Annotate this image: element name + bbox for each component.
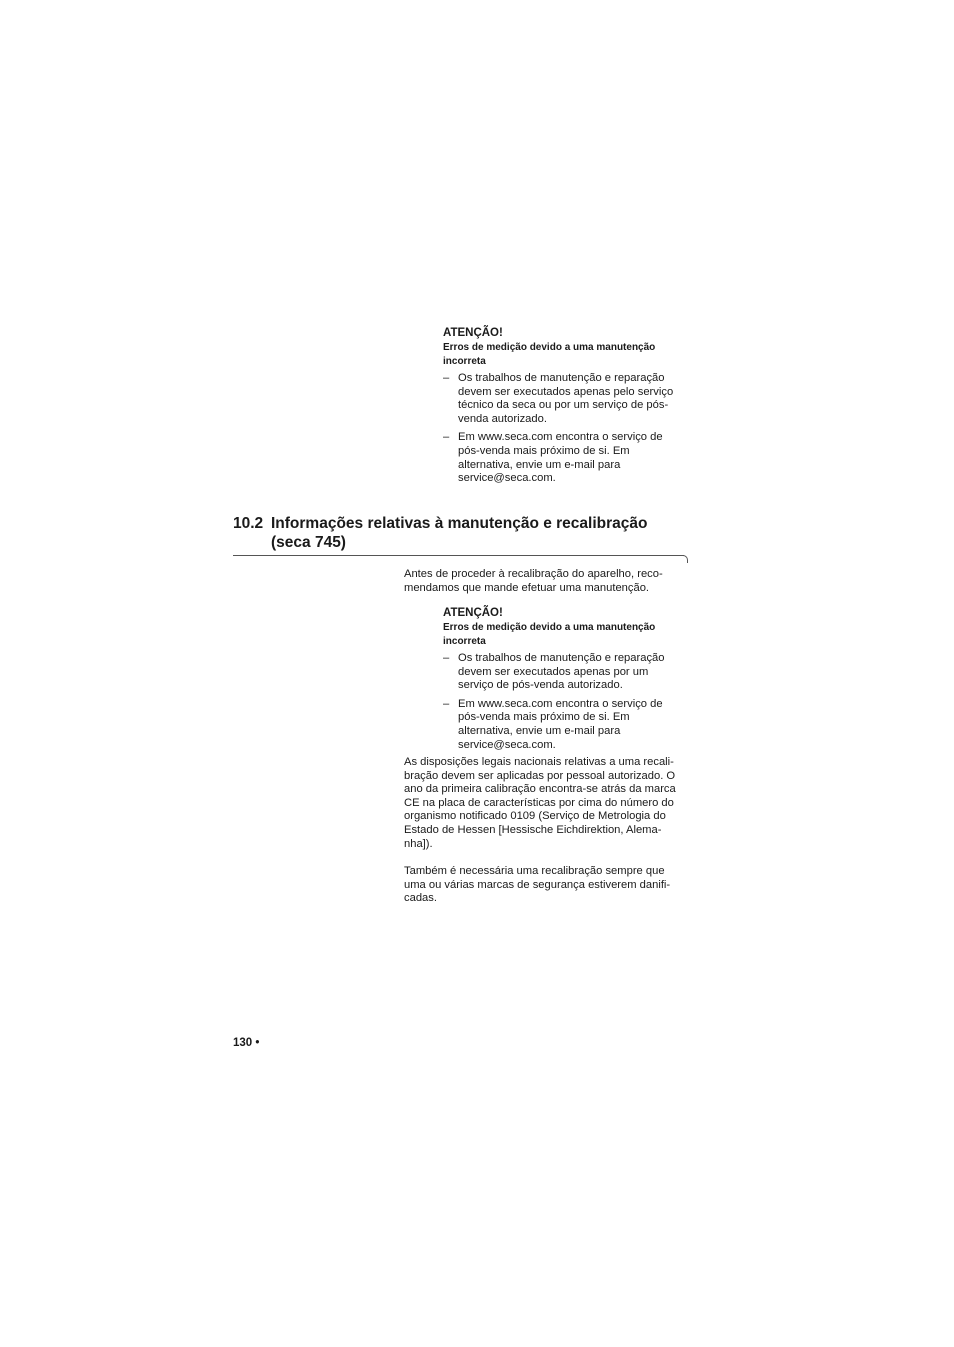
warning-list [443,372,693,486]
warning-subheading-line: incorreta [443,635,486,647]
paragraph-line: cadas. [404,892,437,905]
list-item-line: venda autorizado. [458,412,547,425]
list-item-line: devem ser executados apenas por um [458,665,649,678]
paragraph-line: uma ou várias marcas de segurança estiverem danifi- [404,878,671,891]
dash-bullet: – [443,697,450,710]
paragraph-line: CE na placa de características por cima do número do [404,796,674,809]
dash-bullet: – [443,431,450,444]
paragraph-line: Também é necessária uma recalibração sempre que [404,865,665,877]
paragraph-line: organismo notificado 0109 (Serviço de Metrologia do [404,810,666,823]
list-item-line: Os trabalhos de manutenção e reparação [458,652,665,664]
list-item [443,372,693,426]
warning-list [443,652,693,752]
paragraph-line: Antes de proceder à recalibração do aparelho, reco- [404,568,663,580]
paragraph-line: ano da primeira calibração encontra-se atrás da marca [404,783,676,796]
list-item-line: service@seca.com. [458,738,556,751]
section-divider-hook [683,555,688,563]
dash-bullet: – [443,372,450,384]
paragraph-line: Estado de Hessen [Hessische Eichdirektion, Alema- [404,823,662,836]
page-number: 130 • [233,1037,260,1049]
list-item-line: pós-venda mais próximo de si. Em [458,711,630,724]
warning-block-1 [443,326,693,491]
warning-subheading-line: Erros de medição devido a uma manutenção [443,622,656,633]
paragraph-line: nha]). [404,837,433,850]
dash-bullet: – [443,652,450,664]
list-item-line: service@seca.com. [458,472,556,485]
list-item-line: Os trabalhos de manutenção e reparação [458,372,665,384]
paragraph-line: As disposições legais nacionais relativas a uma recali- [404,756,674,768]
warning-subheading-line: incorreta [443,355,486,367]
list-item-line: serviço de pós-venda autorizado. [458,679,623,692]
seal-paragraph [404,865,694,906]
legal-paragraph [404,756,694,851]
warning-heading: ATENÇÃO! [443,327,503,339]
list-item [443,698,693,752]
intro-paragraph [404,568,694,595]
list-item-line: alternativa, envie um e-mail para [458,458,621,471]
warning-subheading-line: Erros de medição devido a uma manutenção [443,342,656,353]
section-title-line: Informações relativas à manutenção e recalibração [271,515,648,532]
list-item-line: Em www.seca.com encontra o serviço de [458,697,663,710]
list-item-line: pós-venda mais próximo de si. Em [458,444,630,457]
list-item-line: devem ser executados apenas pelo serviço [458,385,674,398]
warning-subheading [443,341,693,368]
list-item [443,431,693,485]
section-heading [233,514,693,552]
list-item-line: Em www.seca.com encontra o serviço de [458,431,663,444]
warning-heading: ATENÇÃO! [443,607,503,619]
list-item-line: alternativa, envie um e-mail para [458,724,621,737]
warning-subheading [443,621,693,648]
list-item-line: técnico da seca ou por um serviço de pós- [458,399,669,412]
section-number: 10.2 [233,515,264,532]
section-title-line: (seca 745) [271,534,346,551]
list-item [443,652,693,693]
section-title [233,514,693,552]
warning-block-2 [443,606,693,757]
paragraph-line: bração devem ser aplicadas por pessoal autorizado. O [404,769,676,782]
paragraph-line: mendamos que mande efetuar uma manutenção. [404,581,650,594]
section-divider [233,555,684,556]
